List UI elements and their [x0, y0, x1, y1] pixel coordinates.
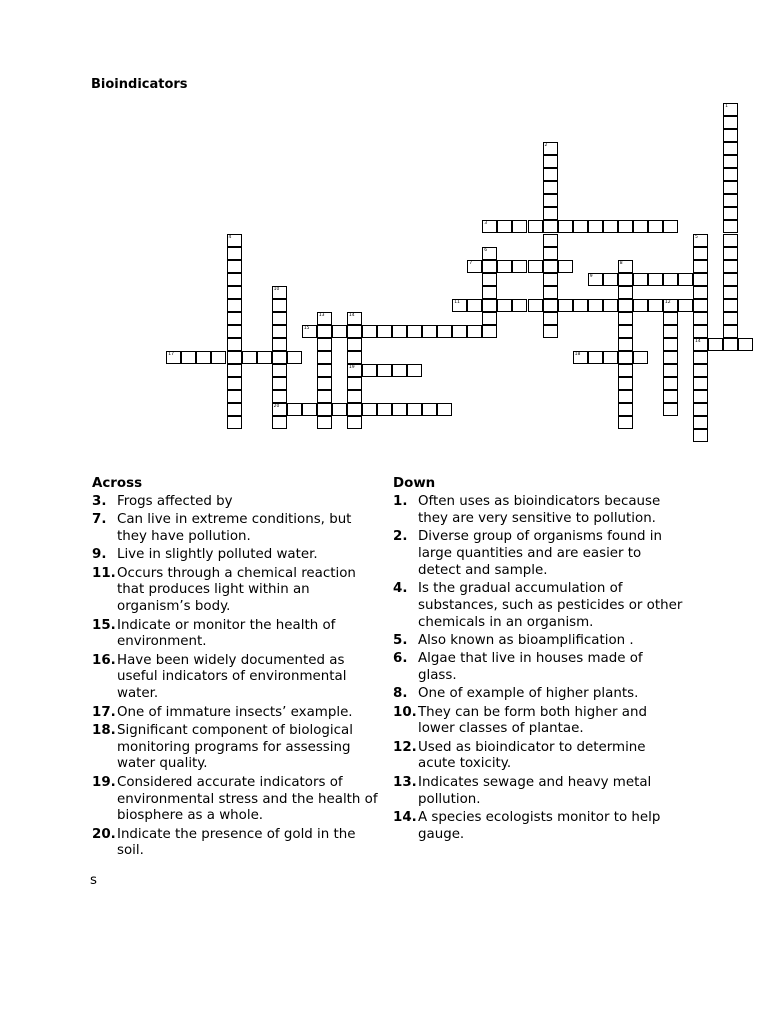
- down-clue: [393, 494, 683, 528]
- crossword-cell[interactable]: [227, 247, 242, 260]
- crossword-cell[interactable]: [272, 338, 287, 351]
- crossword-cell[interactable]: [723, 116, 738, 129]
- crossword-cell[interactable]: [723, 207, 738, 220]
- crossword-cell[interactable]: [543, 299, 558, 312]
- crossword-cell[interactable]: [723, 273, 738, 286]
- crossword-cell[interactable]: [543, 312, 558, 325]
- crossword-cell[interactable]: [633, 273, 648, 286]
- crossword-cell[interactable]: [723, 142, 738, 155]
- clue-number: 17: [168, 352, 175, 357]
- clue-text: Significant component of biological monitoring programs for assessing water quality.: [117, 722, 353, 772]
- crossword-cell[interactable]: [452, 325, 467, 338]
- crossword-cell[interactable]: [422, 325, 437, 338]
- clue-number-label: 12.: [393, 739, 417, 755]
- down-clue: [393, 633, 683, 650]
- clue-number-label: 13.: [393, 774, 417, 790]
- crossword-cell[interactable]: [663, 338, 678, 351]
- crossword-cell[interactable]: [723, 155, 738, 168]
- crossword-cell[interactable]: [407, 325, 422, 338]
- crossword-cell[interactable]: [287, 351, 302, 364]
- crossword-cell[interactable]: [287, 403, 302, 416]
- crossword-cell[interactable]: [723, 299, 738, 312]
- crossword-cell[interactable]: [618, 390, 633, 403]
- down-clue: [393, 581, 683, 631]
- crossword-cell[interactable]: [693, 273, 708, 286]
- clue-number-label: 10.: [393, 704, 417, 720]
- crossword-cell[interactable]: [663, 312, 678, 325]
- crossword-cell[interactable]: [663, 273, 678, 286]
- crossword-cell[interactable]: [227, 390, 242, 403]
- crossword-cell[interactable]: [317, 416, 332, 429]
- crossword-cell[interactable]: [377, 403, 392, 416]
- crossword-cell[interactable]: [482, 299, 497, 312]
- across-clue: [92, 566, 382, 616]
- crossword-cell[interactable]: [663, 325, 678, 338]
- crossword-cell[interactable]: [543, 207, 558, 220]
- crossword-cell[interactable]: [558, 260, 573, 273]
- across-clue-list: [92, 494, 382, 860]
- crossword-cell[interactable]: [211, 351, 226, 364]
- across-clue: [92, 494, 382, 511]
- clue-number-label: 5.: [393, 632, 408, 648]
- crossword-cell[interactable]: [257, 351, 272, 364]
- crossword-cell[interactable]: [723, 247, 738, 260]
- crossword-cell[interactable]: [663, 351, 678, 364]
- clue-number: 12: [664, 299, 671, 305]
- crossword-cell[interactable]: [437, 403, 452, 416]
- clue-text: Used as bioindicator to determine acute toxicity.: [418, 739, 646, 772]
- clue-text: A species ecologists monitor to help gauge.: [418, 809, 661, 842]
- crossword-cell[interactable]: [227, 234, 242, 247]
- crossword-cell[interactable]: [573, 351, 588, 364]
- crossword-cell[interactable]: [693, 416, 708, 429]
- crossword-cell[interactable]: [618, 338, 633, 351]
- crossword-cell[interactable]: [663, 220, 678, 233]
- clue-number: 6: [484, 247, 488, 253]
- crossword-cell[interactable]: [543, 220, 558, 233]
- crossword-cell[interactable]: [543, 247, 558, 260]
- crossword-cell[interactable]: [407, 364, 422, 377]
- crossword-cell[interactable]: [317, 351, 332, 364]
- crossword-cell[interactable]: [618, 364, 633, 377]
- crossword-cell[interactable]: [482, 325, 497, 338]
- crossword-cell[interactable]: [633, 299, 648, 312]
- clue-number-label: 9.: [92, 547, 107, 563]
- crossword-cell[interactable]: [317, 377, 332, 390]
- clue-number-label: 8.: [393, 686, 408, 702]
- clue-number: 13: [318, 312, 325, 318]
- crossword-cell[interactable]: [227, 338, 242, 351]
- down-clue-list: [393, 494, 683, 843]
- clue-number-label: 3.: [92, 494, 107, 509]
- clue-number: 9: [589, 273, 593, 279]
- clue-number: 3: [484, 221, 488, 227]
- crossword-cell[interactable]: [618, 351, 633, 364]
- crossword-cell[interactable]: [512, 220, 527, 233]
- crossword-cell[interactable]: [693, 325, 708, 338]
- crossword-cell[interactable]: [693, 299, 708, 312]
- clue-number: 7: [469, 260, 473, 266]
- crossword-cell[interactable]: [648, 220, 663, 233]
- clue-text: Algae that live in houses made of glass.: [418, 651, 643, 683]
- crossword-cell[interactable]: [227, 325, 242, 338]
- crossword-cell[interactable]: [693, 403, 708, 416]
- crossword-cell[interactable]: [347, 364, 362, 377]
- crossword-cell[interactable]: [272, 299, 287, 312]
- crossword-cell[interactable]: [693, 364, 708, 377]
- crossword-cell[interactable]: [573, 220, 588, 233]
- clue-number: 20: [273, 404, 280, 410]
- crossword-cell[interactable]: [618, 273, 633, 286]
- crossword-cell[interactable]: [437, 325, 452, 338]
- crossword-cell[interactable]: [497, 220, 512, 233]
- crossword-cell[interactable]: [723, 286, 738, 299]
- crossword-cell[interactable]: [347, 416, 362, 429]
- crossword-cell[interactable]: [272, 364, 287, 377]
- crossword-cell[interactable]: [618, 325, 633, 338]
- crossword-cell[interactable]: [603, 220, 618, 233]
- crossword-cell[interactable]: [227, 299, 242, 312]
- crossword-cell[interactable]: [317, 325, 332, 338]
- clue-text: Often uses as bioindicators because they are very sensitive to pollution.: [418, 494, 661, 526]
- crossword-cell[interactable]: [272, 351, 287, 364]
- crossword-cell[interactable]: [723, 168, 738, 181]
- down-clue: [393, 810, 683, 844]
- crossword-cell[interactable]: [693, 260, 708, 273]
- clue-number-label: 16.: [92, 652, 116, 668]
- down-heading: Down: [393, 476, 436, 491]
- clue-number: 15: [303, 325, 310, 331]
- crossword-cell[interactable]: [678, 273, 693, 286]
- crossword-cell[interactable]: [362, 325, 377, 338]
- across-clue: [92, 775, 382, 825]
- crossword-cell[interactable]: [377, 325, 392, 338]
- clue-number-label: 1.: [393, 494, 408, 509]
- crossword-grid: [0, 0, 768, 460]
- crossword-cell[interactable]: [543, 181, 558, 194]
- down-clue: [393, 686, 683, 703]
- clue-number: 14: [695, 338, 701, 344]
- across-clue: [92, 723, 382, 773]
- clue-number: 4: [228, 234, 232, 240]
- crossword-cell[interactable]: [633, 351, 648, 364]
- crossword-cell[interactable]: [317, 312, 332, 325]
- crossword-cell[interactable]: [588, 273, 603, 286]
- crossword-cell[interactable]: [603, 299, 618, 312]
- crossword-cell[interactable]: [693, 247, 708, 260]
- crossword-cell[interactable]: [242, 351, 257, 364]
- crossword-cell[interactable]: [693, 390, 708, 403]
- clue-number: 14: [348, 312, 355, 318]
- crossword-cell[interactable]: [588, 220, 603, 233]
- crossword-cell[interactable]: [317, 390, 332, 403]
- across-clue: [92, 705, 382, 722]
- crossword-cell[interactable]: [347, 390, 362, 403]
- crossword-cell[interactable]: [227, 312, 242, 325]
- crossword-cell[interactable]: [663, 364, 678, 377]
- crossword-cell[interactable]: [588, 351, 603, 364]
- crossword-cell[interactable]: [543, 234, 558, 247]
- crossword-cell[interactable]: [332, 325, 347, 338]
- clue-number-label: 7.: [92, 512, 107, 528]
- down-clues: [393, 476, 683, 845]
- crossword-cell[interactable]: [227, 416, 242, 429]
- crossword-cell[interactable]: [663, 377, 678, 390]
- crossword-cell[interactable]: [392, 364, 407, 377]
- clue-text: Have been widely documented as useful indicators of environmental water.: [117, 652, 347, 702]
- crossword-cell[interactable]: [362, 403, 377, 416]
- crossword-cell[interactable]: [227, 377, 242, 390]
- clue-text: Live in slightly polluted water.: [117, 547, 318, 563]
- across-heading: Across: [92, 476, 143, 491]
- crossword-cell[interactable]: [723, 194, 738, 207]
- crossword-cell[interactable]: [227, 273, 242, 286]
- crossword-cell[interactable]: [723, 234, 738, 247]
- crossword-cell[interactable]: [377, 364, 392, 377]
- crossword-cell[interactable]: [543, 142, 558, 155]
- crossword-cell[interactable]: [723, 312, 738, 325]
- crossword-cell[interactable]: [272, 286, 287, 299]
- clue-number: 19: [348, 365, 355, 370]
- crossword-cell[interactable]: [407, 403, 422, 416]
- clue-number-label: 11.: [92, 565, 116, 581]
- crossword-cell[interactable]: [558, 299, 573, 312]
- across-clue: [92, 827, 382, 861]
- clue-number-label: 15.: [92, 617, 116, 633]
- clue-number-label: 2.: [393, 529, 408, 545]
- crossword-cell[interactable]: [392, 403, 407, 416]
- crossword-cell[interactable]: [723, 103, 738, 116]
- clue-text: Frogs affected by: [117, 494, 233, 509]
- across-clues: [92, 476, 382, 862]
- crossword-cell[interactable]: [497, 299, 512, 312]
- crossword-cell[interactable]: [543, 168, 558, 181]
- clue-number-label: 4.: [393, 580, 408, 596]
- crossword-cell[interactable]: [347, 325, 362, 338]
- crossword-cell[interactable]: [693, 377, 708, 390]
- crossword-cell[interactable]: [603, 351, 618, 364]
- crossword-cell[interactable]: [362, 364, 377, 377]
- clue-text: One of example of higher plants.: [418, 686, 639, 702]
- crossword-cell[interactable]: [302, 325, 317, 338]
- crossword-cell[interactable]: [317, 364, 332, 377]
- crossword-cell[interactable]: [482, 273, 497, 286]
- crossword-cell[interactable]: [272, 377, 287, 390]
- document-title: Bioindicators: [91, 77, 188, 92]
- crossword-cell[interactable]: [543, 155, 558, 168]
- crossword-cell[interactable]: [272, 416, 287, 429]
- crossword-cell[interactable]: [618, 299, 633, 312]
- clue-text: Indicates sewage and heavy metal pollution.: [418, 774, 652, 807]
- down-clue: [393, 705, 683, 739]
- crossword-cell[interactable]: [663, 390, 678, 403]
- crossword-cell[interactable]: [543, 260, 558, 273]
- down-clue: [393, 775, 683, 809]
- clue-number: 1: [725, 104, 728, 109]
- clue-text: Considered accurate indicators of environmental stress and the health of biosphere as a whole.: [117, 774, 378, 824]
- clue-text: Is the gradual accumulation of substances, such as pesticides or other chemicals in an organism.: [418, 580, 683, 630]
- clue-text: Indicate or monitor the health of environment.: [117, 617, 336, 650]
- across-clue: [92, 547, 382, 564]
- crossword-cell[interactable]: [512, 299, 527, 312]
- crossword-cell[interactable]: [693, 338, 708, 351]
- clue-text: One of immature insects’ example.: [117, 704, 353, 720]
- crossword-cell[interactable]: [332, 403, 347, 416]
- crossword-cell[interactable]: [693, 234, 708, 247]
- clue-text: Indicate the presence of gold in the soil.: [117, 826, 356, 859]
- crossword-cell[interactable]: [482, 286, 497, 299]
- crossword-cell[interactable]: [738, 338, 753, 351]
- crossword-cell[interactable]: [618, 260, 633, 273]
- down-clue: [393, 740, 683, 774]
- crossword-cell[interactable]: [558, 220, 573, 233]
- crossword-cell[interactable]: [528, 260, 543, 273]
- clue-number-label: 18.: [92, 722, 116, 738]
- crossword-cell[interactable]: [482, 260, 497, 273]
- crossword-cell[interactable]: [512, 260, 527, 273]
- crossword-cell[interactable]: [181, 351, 196, 364]
- crossword-cell[interactable]: [543, 286, 558, 299]
- clue-number-label: 14.: [393, 809, 417, 825]
- crossword-cell[interactable]: [392, 325, 407, 338]
- clue-number-label: 17.: [92, 704, 116, 720]
- across-clue: [92, 512, 382, 546]
- crossword-cell[interactable]: [723, 325, 738, 338]
- crossword-cell[interactable]: [272, 325, 287, 338]
- crossword-cell[interactable]: [618, 286, 633, 299]
- crossword-cell[interactable]: [693, 312, 708, 325]
- crossword-cell[interactable]: [482, 220, 497, 233]
- clue-number: 18: [574, 352, 581, 357]
- clue-number: 5: [695, 234, 698, 240]
- clue-text: Also known as bioamplification .: [418, 632, 634, 648]
- crossword-cell[interactable]: [227, 364, 242, 377]
- crossword-cell[interactable]: [708, 338, 723, 351]
- crossword-cell[interactable]: [467, 260, 482, 273]
- crossword-cell[interactable]: [663, 299, 678, 312]
- clue-number-label: 19.: [92, 774, 116, 790]
- crossword-cell[interactable]: [272, 312, 287, 325]
- crossword-cell[interactable]: [618, 416, 633, 429]
- crossword-cell[interactable]: [723, 181, 738, 194]
- crossword-cell[interactable]: [633, 220, 648, 233]
- crossword-cell[interactable]: [723, 220, 738, 233]
- crossword-cell[interactable]: [467, 299, 482, 312]
- crossword-cell[interactable]: [422, 403, 437, 416]
- crossword-cell[interactable]: [227, 260, 242, 273]
- clue-number: 8: [619, 260, 623, 266]
- crossword-cell[interactable]: [302, 403, 317, 416]
- crossword-cell[interactable]: [618, 220, 633, 233]
- crossword-cell[interactable]: [543, 194, 558, 207]
- crossword-cell[interactable]: [693, 351, 708, 364]
- stray-character: s: [90, 873, 97, 888]
- crossword-cell[interactable]: [618, 377, 633, 390]
- crossword-cell[interactable]: [452, 299, 467, 312]
- crossword-cell[interactable]: [196, 351, 211, 364]
- crossword-cell[interactable]: [663, 403, 678, 416]
- crossword-cell[interactable]: [347, 312, 362, 325]
- crossword-cell[interactable]: [272, 390, 287, 403]
- crossword-cell[interactable]: [227, 286, 242, 299]
- down-clue: [393, 529, 683, 579]
- crossword-cell[interactable]: [317, 403, 332, 416]
- crossword-cell[interactable]: [543, 273, 558, 286]
- crossword-cell[interactable]: [723, 260, 738, 273]
- crossword-cell[interactable]: [693, 429, 708, 442]
- across-clue: [92, 618, 382, 652]
- crossword-cell[interactable]: [227, 403, 242, 416]
- clue-text: Diverse group of organisms found in large quantities and are easier to detect and sample.: [418, 529, 662, 578]
- crossword-cell[interactable]: [317, 338, 332, 351]
- crossword-cell[interactable]: [467, 325, 482, 338]
- clue-text: They can be form both higher and lower classes of plantae.: [418, 704, 647, 737]
- crossword-cell[interactable]: [648, 273, 663, 286]
- crossword-cell[interactable]: [166, 351, 181, 364]
- crossword-cell[interactable]: [227, 351, 242, 364]
- crossword-cell[interactable]: [618, 403, 633, 416]
- clue-number: 2: [544, 143, 548, 149]
- down-clue: [393, 651, 683, 685]
- crossword-cell[interactable]: [603, 273, 618, 286]
- crossword-cell[interactable]: [347, 377, 362, 390]
- clue-number: 10: [273, 286, 280, 292]
- crossword-cell[interactable]: [648, 299, 663, 312]
- crossword-cell[interactable]: [528, 299, 543, 312]
- clue-text: Can live in extreme conditions, but they have pollution.: [117, 512, 352, 545]
- crossword-cell[interactable]: [693, 286, 708, 299]
- crossword-cell[interactable]: [528, 220, 543, 233]
- crossword-cell[interactable]: [347, 403, 362, 416]
- crossword-cell[interactable]: [482, 247, 497, 260]
- across-clue: [92, 653, 382, 703]
- clue-number-label: 20.: [92, 826, 116, 842]
- crossword-cell[interactable]: [347, 351, 362, 364]
- crossword-cell[interactable]: [272, 403, 287, 416]
- crossword-cell[interactable]: [588, 299, 603, 312]
- clue-number: 11: [454, 299, 460, 305]
- clue-number-label: 6.: [393, 651, 408, 667]
- crossword-cell[interactable]: [482, 312, 497, 325]
- crossword-cell[interactable]: [573, 299, 588, 312]
- crossword-cell[interactable]: [618, 312, 633, 325]
- crossword-cell[interactable]: [543, 325, 558, 338]
- crossword-cell[interactable]: [723, 338, 738, 351]
- clue-text: Occurs through a chemical reaction that produces light within an organism’s body.: [117, 565, 356, 615]
- crossword-cell[interactable]: [347, 338, 362, 351]
- crossword-cell[interactable]: [678, 299, 693, 312]
- crossword-cell[interactable]: [497, 260, 512, 273]
- crossword-cell[interactable]: [723, 129, 738, 142]
